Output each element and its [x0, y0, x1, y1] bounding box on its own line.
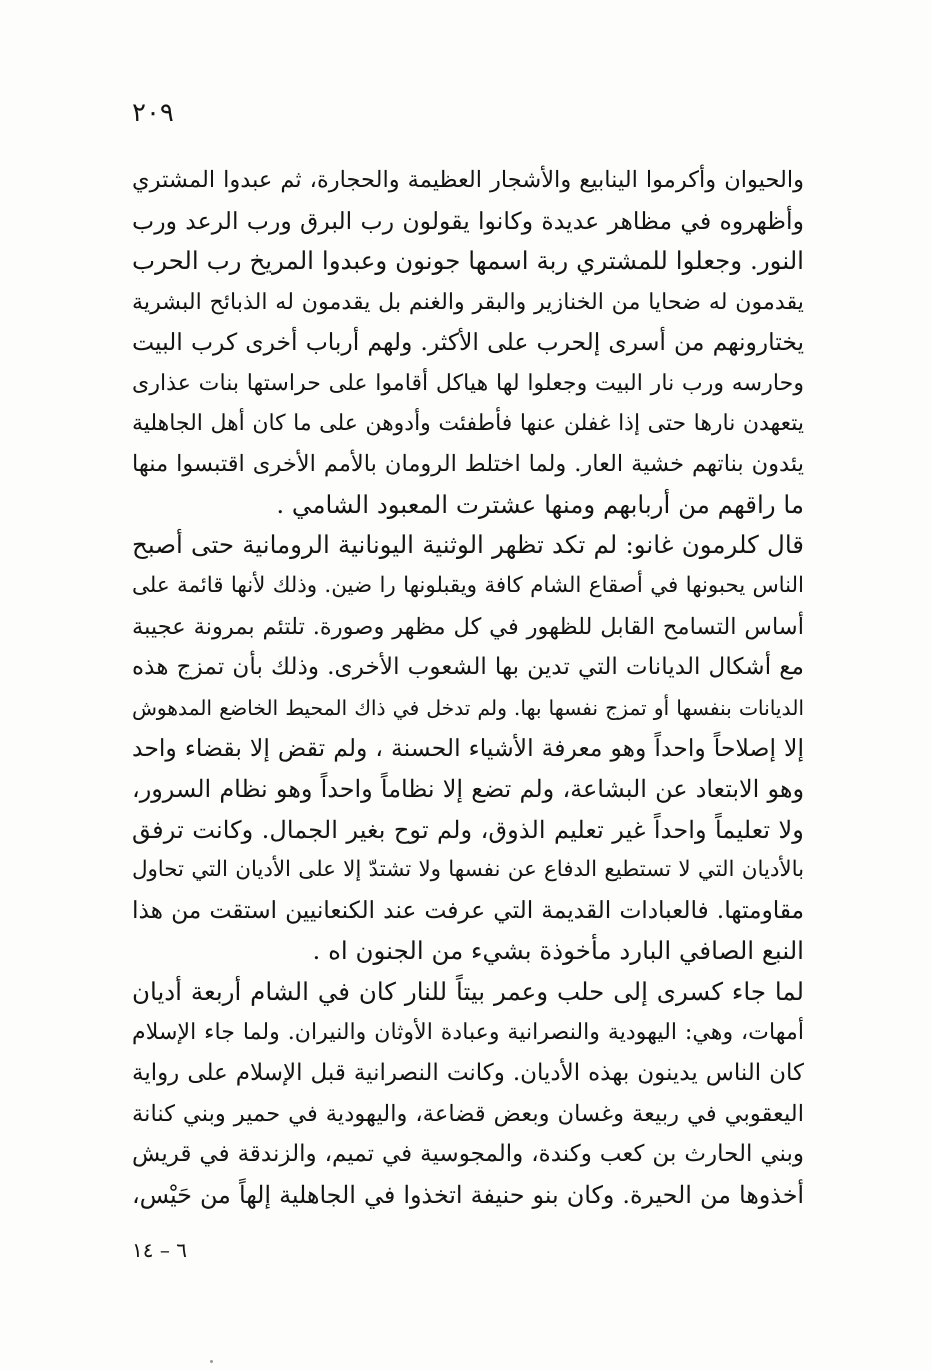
text-line: ما راقهم من أربابهم ومنها عشترت المعبود الشامي .: [276, 489, 804, 519]
text-line: بالأديان التي لا تستطيع الدفاع عن نفسها ولا تشتدّ إلا على الأديان التي تحاول: [132, 857, 804, 883]
text-line: وبني الحارث بن كعب وكندة، والمجوسية في تميم، والزندقة في قريش: [132, 1141, 804, 1168]
signature-mark: ٦ – ١٤: [132, 1238, 187, 1262]
text-line: وأظهروه في مظاهر عديدة وكانوا يقولون رب البرق ورب الرعد ورب: [132, 206, 804, 235]
text-line: والحيوان وأكرموا الينابيع والأشجار العظيمة والحجارة، ثم عبدوا المشتري: [132, 167, 804, 193]
text-line: مقاومتها. فالعبادات القديمة التي عرفت عند الكنعانيين استقت من هذا: [132, 896, 804, 924]
text-line: اليعقوبي في ربيعة وغسان وبعض قضاعة، واليهودية في حمير وبني كنانة: [132, 1100, 804, 1127]
text-line: النبع الصافي البارد مأخوذة بشيء من الجنون اه .: [312, 936, 804, 966]
text-line: لما جاء كسرى إلى حلب وعمر بيتاً للنار كان في الشام أربعة أديان: [132, 976, 804, 1006]
body-text: [132, 160, 804, 1215]
text-line: أمهات، وهي: اليهودية والنصرانية وعبادة الأوثان والنيران. ولما جاء الإسلام: [132, 1019, 804, 1046]
paragraph-3: [132, 972, 804, 1216]
text-line: ولا تعليماً واحداً غير تعليم الذوق، ولم توح بغير الجمال. وكانت ترفق: [132, 815, 804, 844]
page-number: ٢٠٩: [132, 98, 174, 128]
text-line: وهو الابتعاد عن البشاعة، ولم تضع إلا نظاماً واحداً وهو نظام السرور،: [132, 774, 804, 803]
paper-speck: [210, 1360, 213, 1363]
text-line: مع أشكال الديانات التي تدين بها الشعوب الأخرى. وذلك بأن تمزج هذه: [132, 653, 804, 681]
text-line: الديانات بنفسها أو تمزج نفسها بها. ولم تدخل في ذاك المحيط الخاضع المدهوش: [132, 695, 804, 720]
text-line: أساس التسامح القابل للظهور في كل مظهر وصورة. تلتئم بمرونة عجيبة: [132, 613, 804, 640]
text-line: إلا إصلاحاً واحداً وهو معرفة الأشياء الحسنة ، ولم تقض إلا بقضاء واحد: [132, 734, 804, 763]
text-line: يتعهدن نارها حتى إذا غفلن عنها فأطفئت وأدوهن على ما كان أهل الجاهلية: [132, 410, 804, 436]
text-line: يئدون بناتهم خشية العار. ولما اختلط الرومان بالأمم الأخرى اقتبسوا منها: [132, 451, 804, 478]
paragraph-2: [132, 525, 804, 972]
text-line: يختارونهم من أسرى إلحرب على الأكثر. ولهم أرباب أخرى كرب البيت: [132, 328, 804, 357]
text-line: كان الناس يدينون بهذه الأديان. وكانت النصرانية قبل الإسلام على رواية: [132, 1060, 804, 1087]
text-line: أخذوها من الحيرة. وكان بنو حنيفة اتخذوا في الجاهلية إلهاً من حَيْس،: [132, 1180, 804, 1209]
text-line: وحارسه ورب نار البيت وجعلوا لها هياكل أقاموا على حراستها بنات عذارى: [132, 369, 804, 396]
text-line: النور. وجعلوا للمشتري ربة اسمها جونون وعبدوا المريخ رب الحرب: [132, 246, 804, 276]
text-line: قال كلرمون غانو: لم تكد تظهر الوثنية اليونانية الرومانية حتى أصبح: [132, 530, 804, 560]
text-line: الناس يحبونها في أصقاع الشام كافة ويقبلونها را ضين. وذلك لأنها قائمة على: [132, 572, 804, 598]
paragraph-1: [132, 160, 804, 525]
text-line: يقدمون له ضحايا من الخنازير والبقر والغنم بل يقدمون له الذبائح البشرية: [132, 288, 804, 315]
